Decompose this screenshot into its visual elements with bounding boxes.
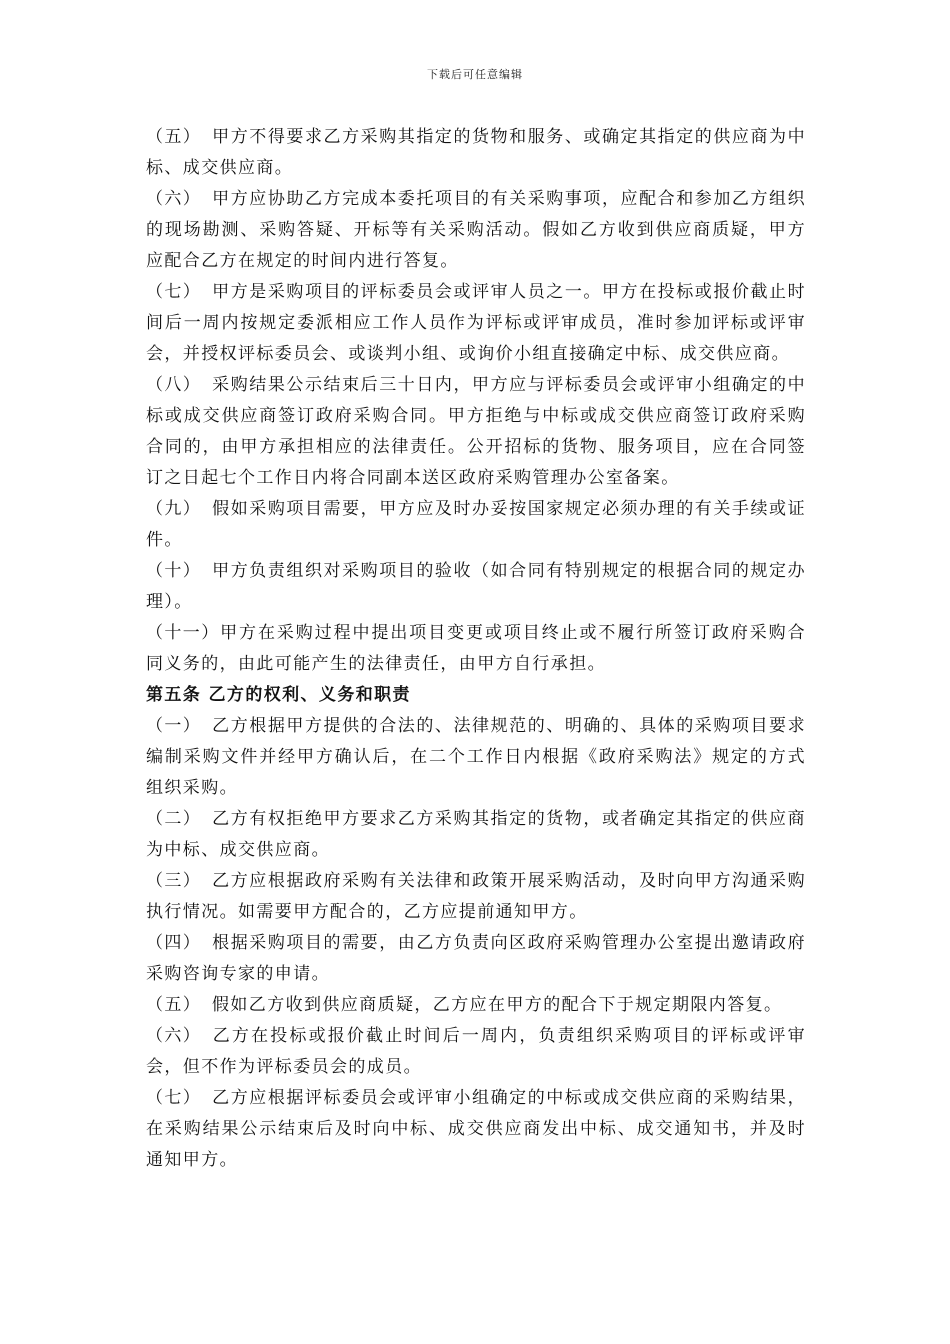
clause-number: （七） <box>146 1088 202 1108</box>
clause-text: 甲方不得要求乙方采购其指定的货物和服务、或确定其指定的供应商为中标、成交供应商。 <box>146 127 806 178</box>
clause-number: （八） <box>146 375 202 395</box>
section-heading: 第五条 乙方的权利、义务和职责 <box>146 685 411 705</box>
clause-number: （十） <box>146 561 202 581</box>
clause-text: 假如乙方收到供应商质疑，乙方应在甲方的配合下于规定期限内答复。 <box>212 995 783 1015</box>
clause-number: （六） <box>146 1026 202 1046</box>
clause-paragraph <box>146 1021 806 1083</box>
clause-number: （四） <box>146 933 202 953</box>
clause-text: 采购结果公示结束后三十日内，甲方应与评标委员会或评审小组确定的中标或成交供应商签订政府采购合同。甲方拒绝与中标或成交供应商签订政府采购合同的，由甲方承担相应的法律责任。公开招标的货物、服务项目，应在合同签订之日起七个工作日内将合同副本送区政府采购管理办公室备案。 <box>146 375 806 488</box>
clause-text: 乙方有权拒绝甲方要求乙方采购其指定的货物，或者确定其指定的供应商为中标、成交供应商。 <box>146 809 806 860</box>
clause-number: （二） <box>146 809 202 829</box>
clause-text: 甲方负责组织对采购项目的验收（如合同有特别规定的根据合同的规定办理）。 <box>146 561 806 612</box>
clause-number: （六） <box>146 189 202 209</box>
clause-paragraph <box>146 1083 806 1176</box>
clause-number: （三） <box>146 871 202 891</box>
clause-paragraph <box>146 122 806 184</box>
clause-text: 甲方是采购项目的评标委员会或评审人员之一。甲方在投标或报价截止时间后一周内按规定委派相应工作人员作为评标或评审成员，准时参加评标或评审会，并授权评标委员会、或谈判小组、或询价小组直接确定中标、成交供应商。 <box>146 282 806 364</box>
clause-paragraph <box>146 866 806 928</box>
clause-number: （十一） <box>146 623 220 643</box>
clause-paragraph <box>146 990 806 1021</box>
clause-text: 乙方在投标或报价截止时间后一周内，负责组织采购项目的评标或评审会，但不作为评标委员会的成员。 <box>146 1026 806 1077</box>
clause-paragraph <box>146 370 806 494</box>
clause-paragraph <box>146 618 806 680</box>
clause-text: 乙方应根据政府采购有关法律和政策开展采购活动，及时向甲方沟通采购执行情况。如需要甲方配合的，乙方应提前通知甲方。 <box>146 871 806 922</box>
clause-text: 假如采购项目需要，甲方应及时办妥按国家规定必须办理的有关手续或证件。 <box>146 499 806 550</box>
clause-paragraph <box>146 804 806 866</box>
clause-number: （七） <box>146 282 202 302</box>
clause-number: （五） <box>146 995 202 1015</box>
header-note: 下载后可任意编辑 <box>427 68 523 81</box>
clause-text: 乙方根据甲方提供的合法的、法律规范的、明确的、具体的采购项目要求编制采购文件并经甲方确认后，在二个工作日内根据《政府采购法》规定的方式组织采购。 <box>146 716 806 798</box>
clause-number: （五） <box>146 127 202 147</box>
clause-text: 甲方在采购过程中提出项目变更或项目终止或不履行所签订政府采购合同义务的，由此可能产生的法律责任，由甲方自行承担。 <box>146 623 806 674</box>
clause-paragraph <box>146 494 806 556</box>
clause-paragraph <box>146 556 806 618</box>
clause-paragraph <box>146 277 806 370</box>
clause-paragraph <box>146 928 806 990</box>
clause-text: 根据采购项目的需要，由乙方负责向区政府采购管理办公室提出邀请政府采购咨询专家的申请。 <box>146 933 806 984</box>
clause-text: 甲方应协助乙方完成本委托项目的有关采购事项，应配合和参加乙方组织的现场勘测、采购答疑、开标等有关采购活动。假如乙方收到供应商质疑，甲方应配合乙方在规定的时间内进行答复。 <box>146 189 806 271</box>
clause-paragraph <box>146 184 806 277</box>
clause-text: 乙方应根据评标委员会或评审小组确定的中标或成交供应商的采购结果，在采购结果公示结束后及时向中标、成交供应商发出中标、成交通知书，并及时通知甲方。 <box>146 1088 806 1170</box>
clause-paragraph <box>146 711 806 804</box>
clause-number: （一） <box>146 716 202 736</box>
clause-number: （九） <box>146 499 202 519</box>
document-body <box>146 122 806 1176</box>
